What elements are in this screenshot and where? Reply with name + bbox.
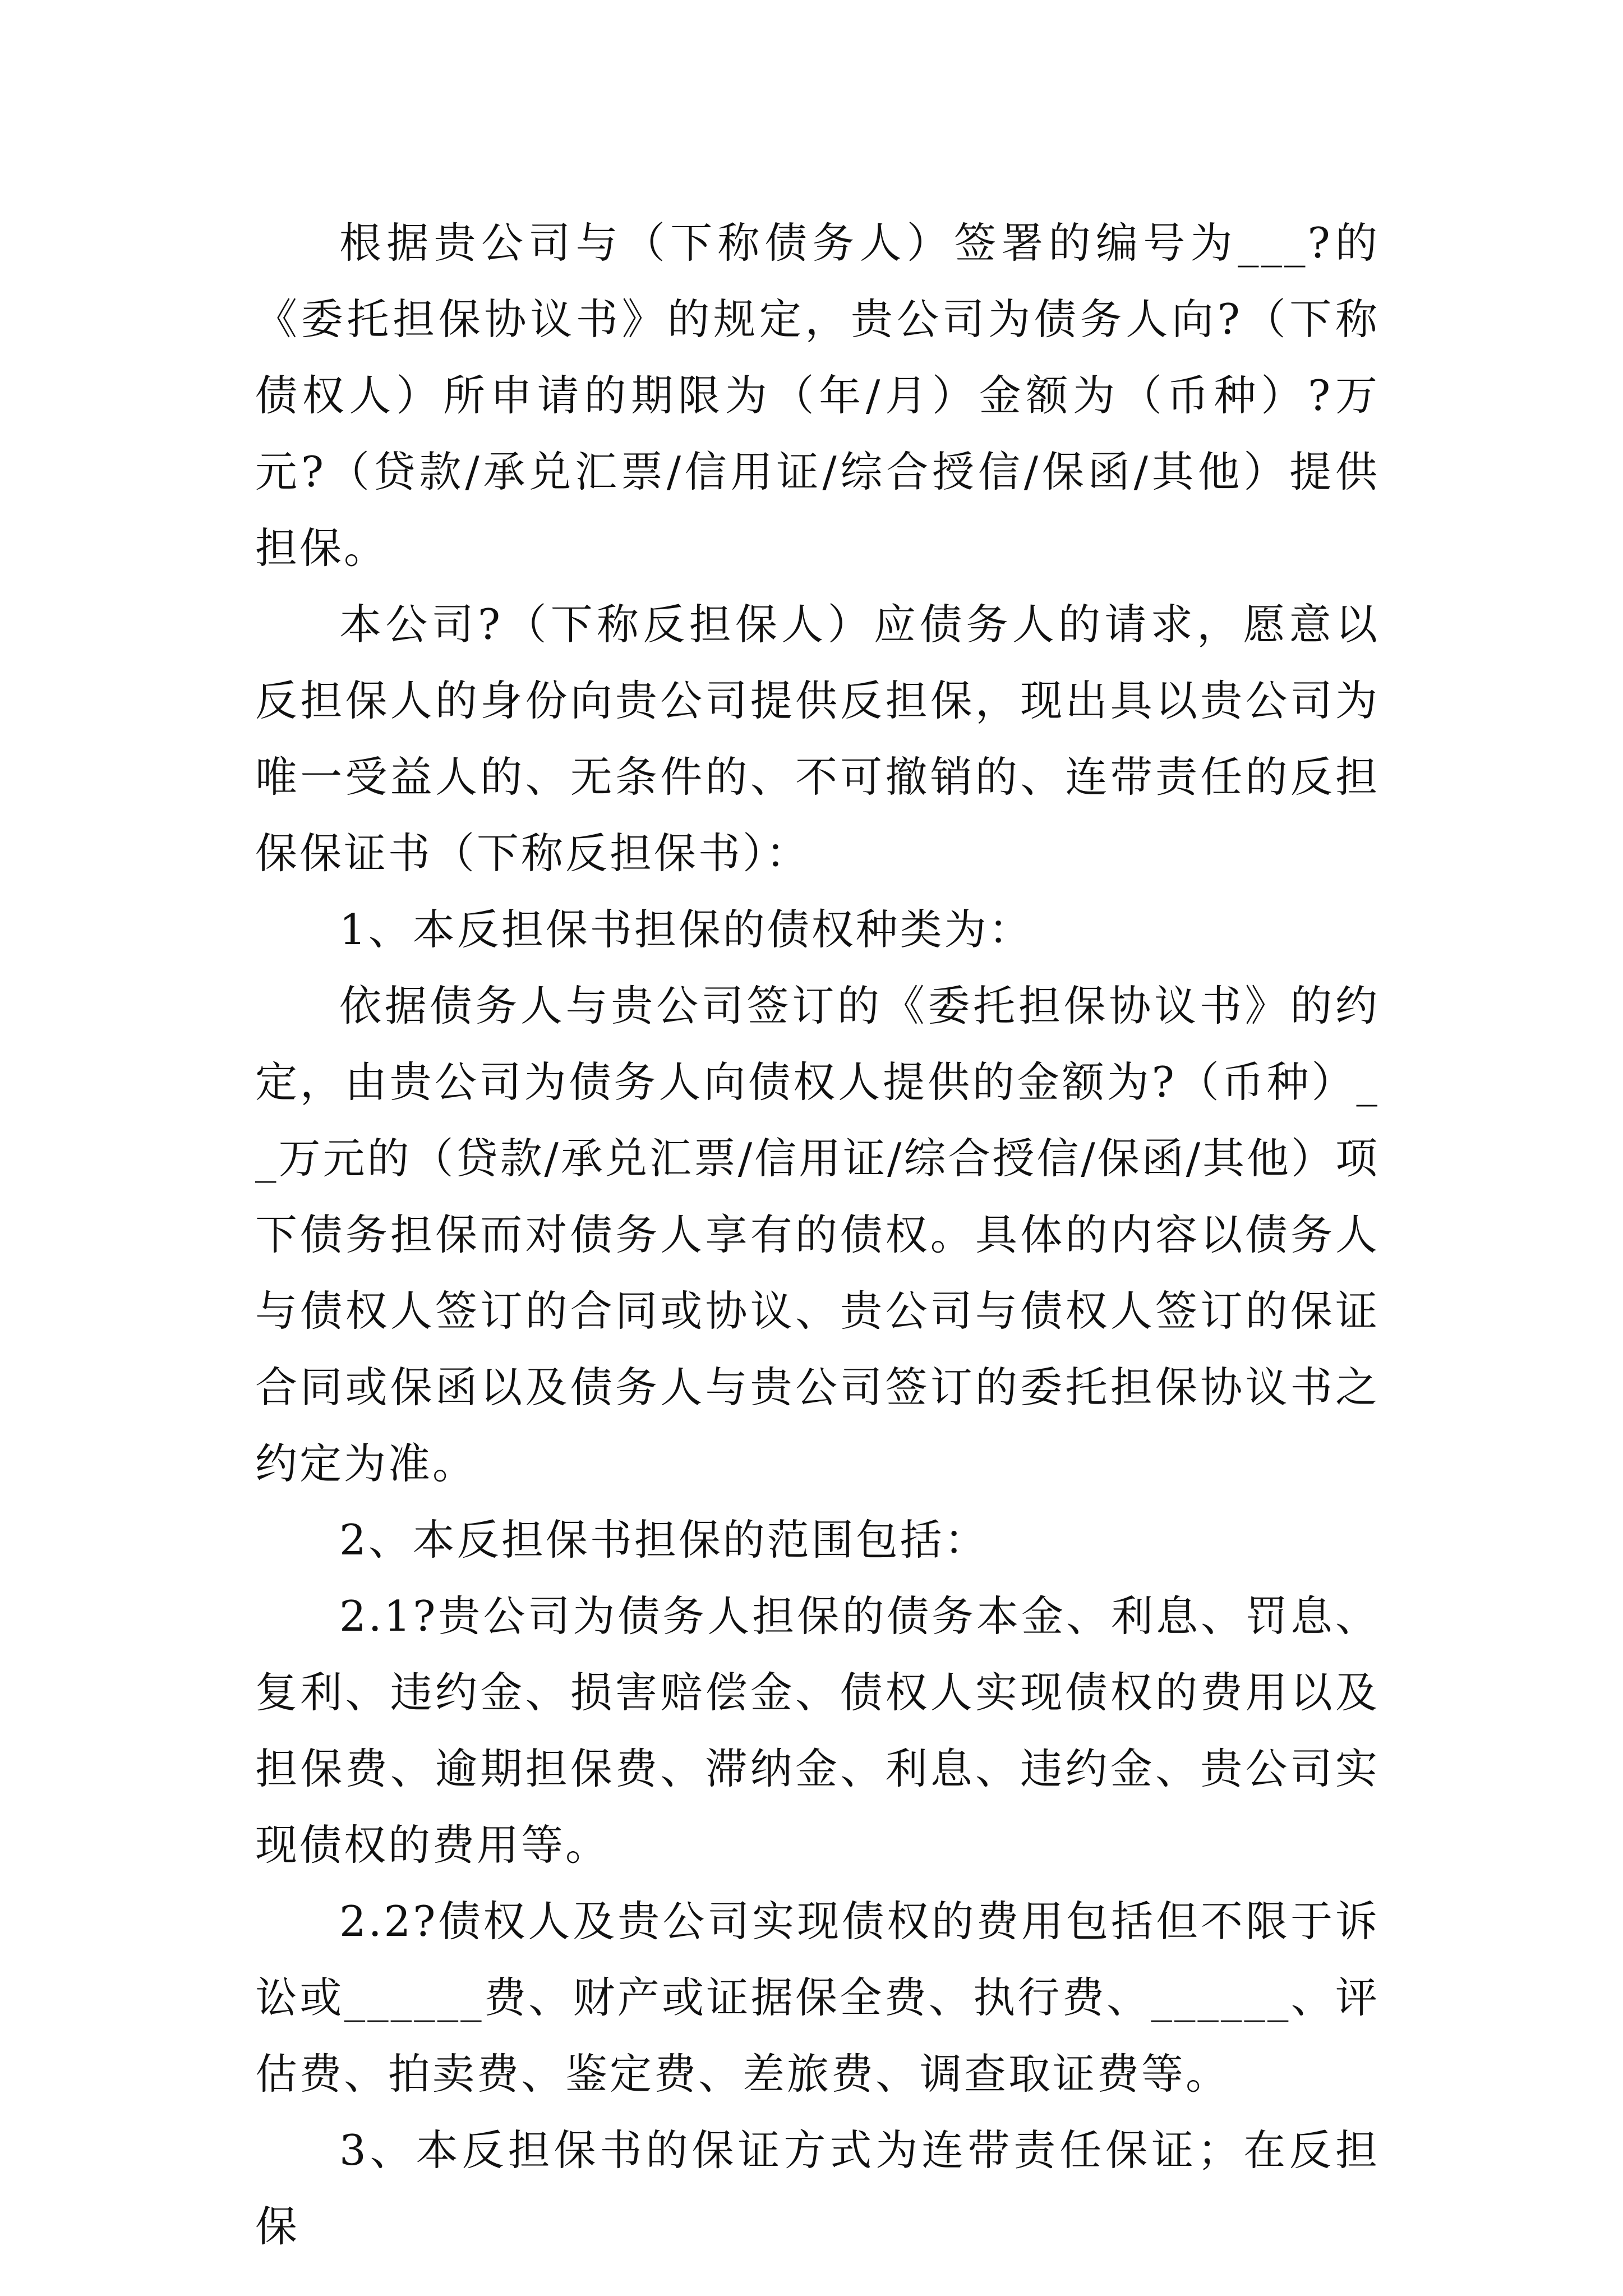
paragraph-counter-guarantor: 本公司?（下称反担保人）应债务人的请求，愿意以反担保人的身份向贵公司提供反担保，现出具以贵公司为唯一受益人的、无条件的、不可撤销的、连带责任的反担保保证书（下称反担保书）： [255,600,1380,878]
clause-1-body: 依据债务人与贵公司签订的《委托担保协议书》的约定，由贵公司为债务人向债权人提供的金额为?（币种）__万元的（贷款/承兑汇票/信用证/综合授信/保函/其他）项下债务担保而对债务人享有的债权。具体的内容以债务人与债权人签订的合同或协议、贵公司与债权人签订的保证合同或保函以及债务人与贵公司签订的委托担保协议书之约定为准。 [255,981,1380,1488]
clause-1-heading: 1、本反担保书担保的债权种类为： [339,905,1033,954]
clause-2-2: 2.2?债权人及贵公司实现债权的费用包括但不限于诉讼或______费、财产或证据保全费、执行费、______、评估费、拍卖费、鉴定费、差旅费、调查取证费等。 [255,1897,1380,2099]
clause-3-partial: 3、本反担保书的保证方式为连带责任保证；在反担保 [255,2125,1380,2251]
paragraph-guarantee-basis: 根据贵公司与（下称债务人）签署的编号为___?的《委托担保协议书》的规定，贵公司为债务人向?（下称债权人）所申请的期限为（年/月）金额为（币种）?万元?（贷款/承兑汇票/信用证/综合授信/保函/其他）提供担保。 [255,218,1380,573]
document-body [255,205,1380,2265]
clause-2-heading: 2、本反担保书担保的范围包括： [339,1515,989,1565]
clause-2-1: 2.1?贵公司为债务人担保的债务本金、利息、罚息、复利、违约金、损害赔偿金、债权人实现债权的费用以及担保费、逾期担保费、滞纳金、利息、违约金、贵公司实现债权的费用等。 [255,1591,1380,1870]
